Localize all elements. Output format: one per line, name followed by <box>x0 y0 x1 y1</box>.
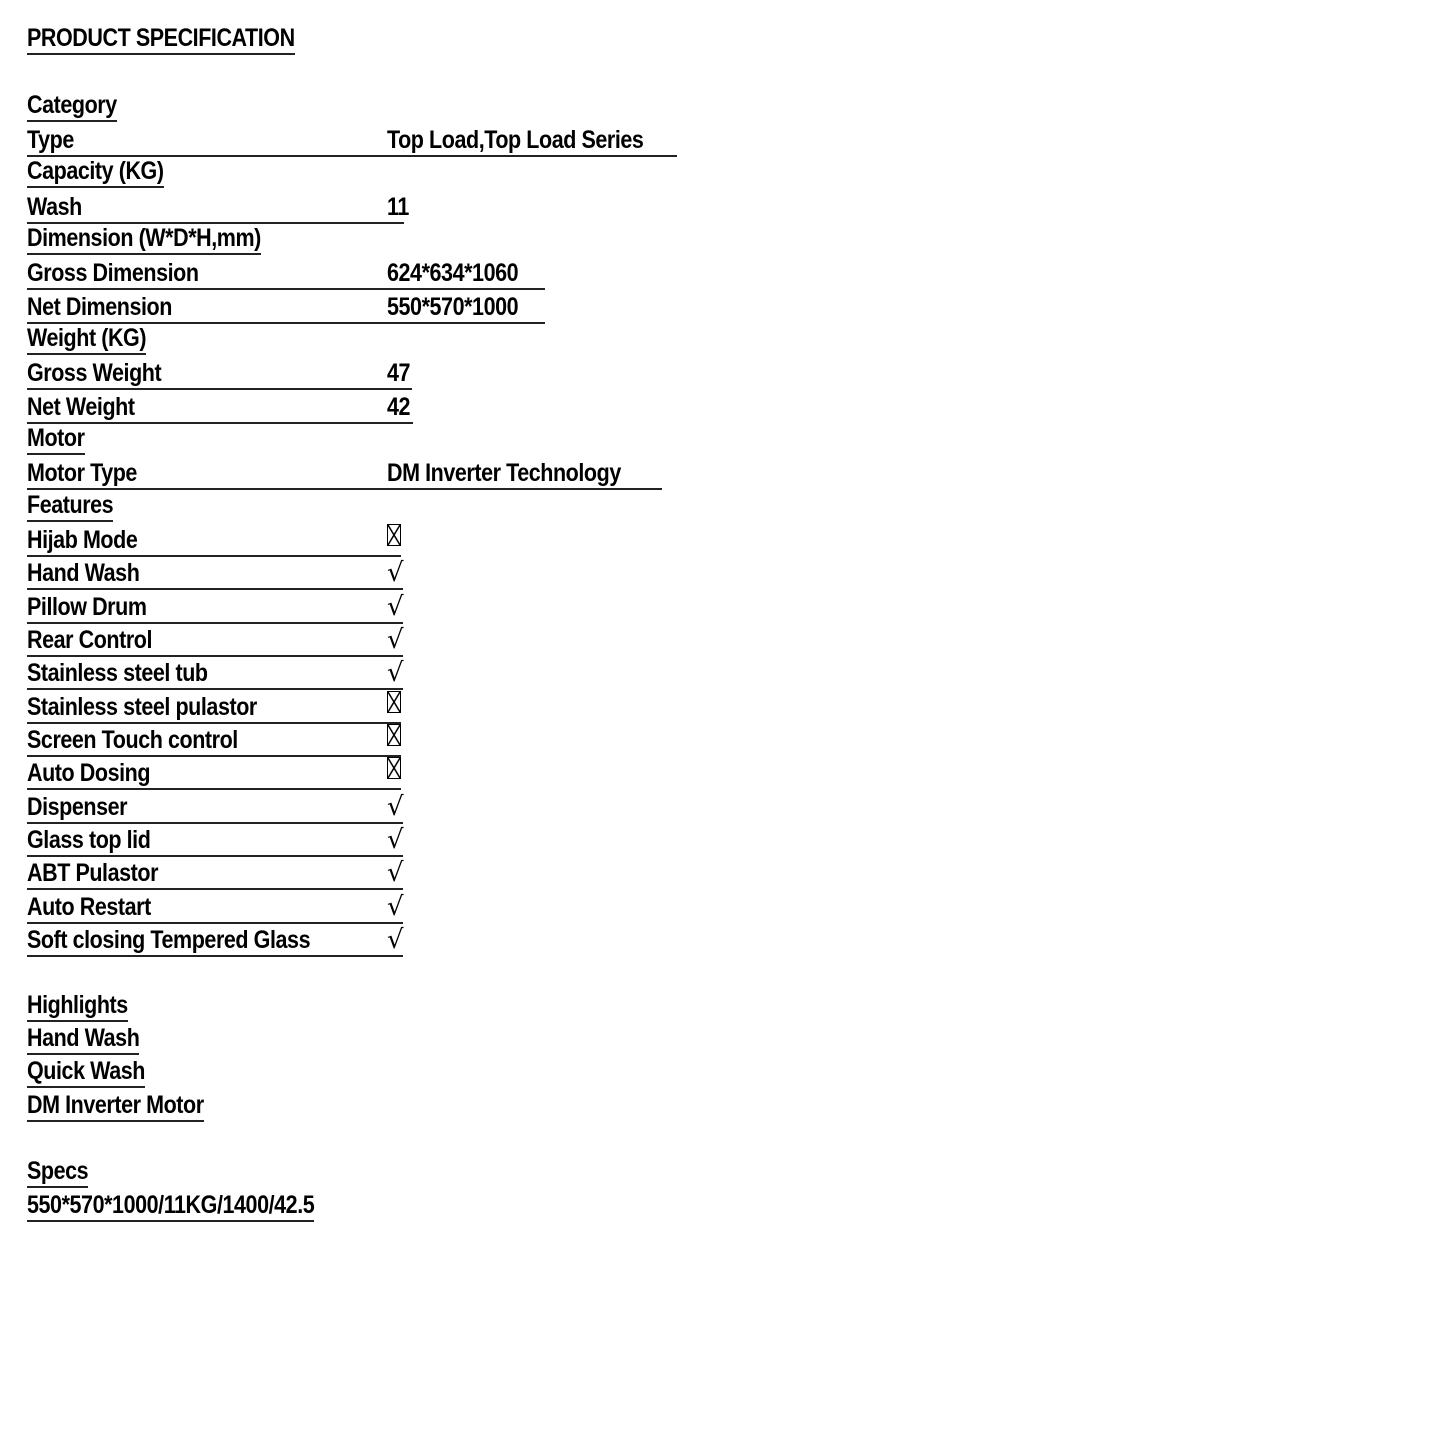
feature-label: Dispenser <box>27 793 128 822</box>
feature-label: Auto Dosing <box>27 759 151 788</box>
gross-weight-row <box>27 355 412 390</box>
feature-row <box>27 889 403 924</box>
dimension-heading <box>27 222 261 255</box>
highlights-label: Highlights <box>27 991 128 1020</box>
feature-row <box>27 722 401 757</box>
check-icon: √ <box>387 892 404 923</box>
check-icon: √ <box>387 925 404 956</box>
feature-row <box>27 522 401 557</box>
capacity-heading <box>27 155 164 188</box>
net-dimension-row <box>27 289 545 324</box>
feature-label: Stainless steel tub <box>27 659 208 688</box>
feature-row <box>27 589 403 624</box>
type-label: Type <box>27 126 74 155</box>
title-line <box>27 22 295 55</box>
check-icon: √ <box>387 658 404 689</box>
net-dimension-label: Net Dimension <box>27 293 172 322</box>
feature-label: Hand Wash <box>27 559 140 588</box>
motor-type-row <box>27 455 662 490</box>
feature-label: Rear Control <box>27 626 153 655</box>
weight-heading <box>27 322 146 355</box>
check-icon: √ <box>387 792 404 823</box>
category-label: Category <box>27 91 117 120</box>
check-icon: √ <box>387 825 404 856</box>
feature-label: Pillow Drum <box>27 593 147 622</box>
weight-label: Weight (KG) <box>27 324 147 353</box>
category-heading <box>27 89 117 122</box>
feature-row <box>27 555 403 590</box>
feature-row <box>27 622 403 657</box>
feature-row <box>27 855 403 890</box>
unavailable-box-icon <box>387 757 401 788</box>
dimension-label: Dimension (W*D*H,mm) <box>27 224 261 253</box>
motor-type-label: Motor Type <box>27 459 137 488</box>
feature-label: ABT Pulastor <box>27 859 159 888</box>
feature-label: Auto Restart <box>27 893 151 922</box>
feature-row <box>27 689 401 724</box>
check-icon: √ <box>387 625 404 656</box>
specs-value: 550*570*1000/11KG/1400/42.5 <box>27 1191 315 1220</box>
gross-dimension-label: Gross Dimension <box>27 259 199 288</box>
motor-heading <box>27 422 85 455</box>
feature-label: Soft closing Tempered Glass <box>27 926 311 955</box>
net-weight-label: Net Weight <box>27 393 135 422</box>
type-row <box>27 122 677 157</box>
motor-label: Motor <box>27 424 85 453</box>
motor-type-value: DM Inverter Technology <box>387 459 621 488</box>
feature-row <box>27 755 401 790</box>
highlight-text: Quick Wash <box>27 1057 145 1086</box>
features-heading <box>27 489 113 522</box>
capacity-label: Capacity (KG) <box>27 157 164 186</box>
feature-label: Screen Touch control <box>27 726 238 755</box>
gross-dimension-row <box>27 255 545 290</box>
feature-label: Stainless steel pulastor <box>27 693 257 722</box>
gross-weight-value: 47 <box>387 359 411 388</box>
gross-dimension-value: 624*634*1060 <box>387 259 519 288</box>
page-title <box>27 24 295 55</box>
check-icon: √ <box>387 558 404 589</box>
feature-row <box>27 922 403 957</box>
wash-label: Wash <box>27 193 82 222</box>
net-dimension-value: 550*570*1000 <box>387 293 519 322</box>
gross-weight-label: Gross Weight <box>27 359 162 388</box>
net-weight-value: 42 <box>387 393 411 422</box>
highlight-item <box>27 1055 145 1088</box>
highlight-item <box>27 1089 204 1122</box>
feature-row <box>27 655 403 690</box>
wash-row <box>27 189 409 224</box>
check-icon: √ <box>387 592 404 623</box>
highlight-item <box>27 1022 139 1055</box>
unavailable-box-icon <box>387 724 401 755</box>
specs-label: Specs <box>27 1157 89 1186</box>
unavailable-box-icon <box>387 691 401 722</box>
highlights-heading <box>27 989 128 1022</box>
feature-row <box>27 789 403 824</box>
feature-label: Hijab Mode <box>27 526 138 555</box>
feature-row <box>27 822 403 857</box>
highlight-text: Hand Wash <box>27 1024 140 1053</box>
highlight-text: DM Inverter Motor <box>27 1091 204 1120</box>
type-value: Top Load,Top Load Series <box>387 126 644 155</box>
specs-heading <box>27 1155 88 1188</box>
check-icon: √ <box>387 858 404 889</box>
unavailable-box-icon <box>387 524 401 555</box>
feature-label: Glass top lid <box>27 826 151 855</box>
wash-value: 11 <box>387 193 409 222</box>
page-title-text: PRODUCT SPECIFICATION <box>27 24 295 53</box>
net-weight-row <box>27 389 413 424</box>
specs-value-line <box>27 1189 314 1222</box>
features-label: Features <box>27 491 114 520</box>
